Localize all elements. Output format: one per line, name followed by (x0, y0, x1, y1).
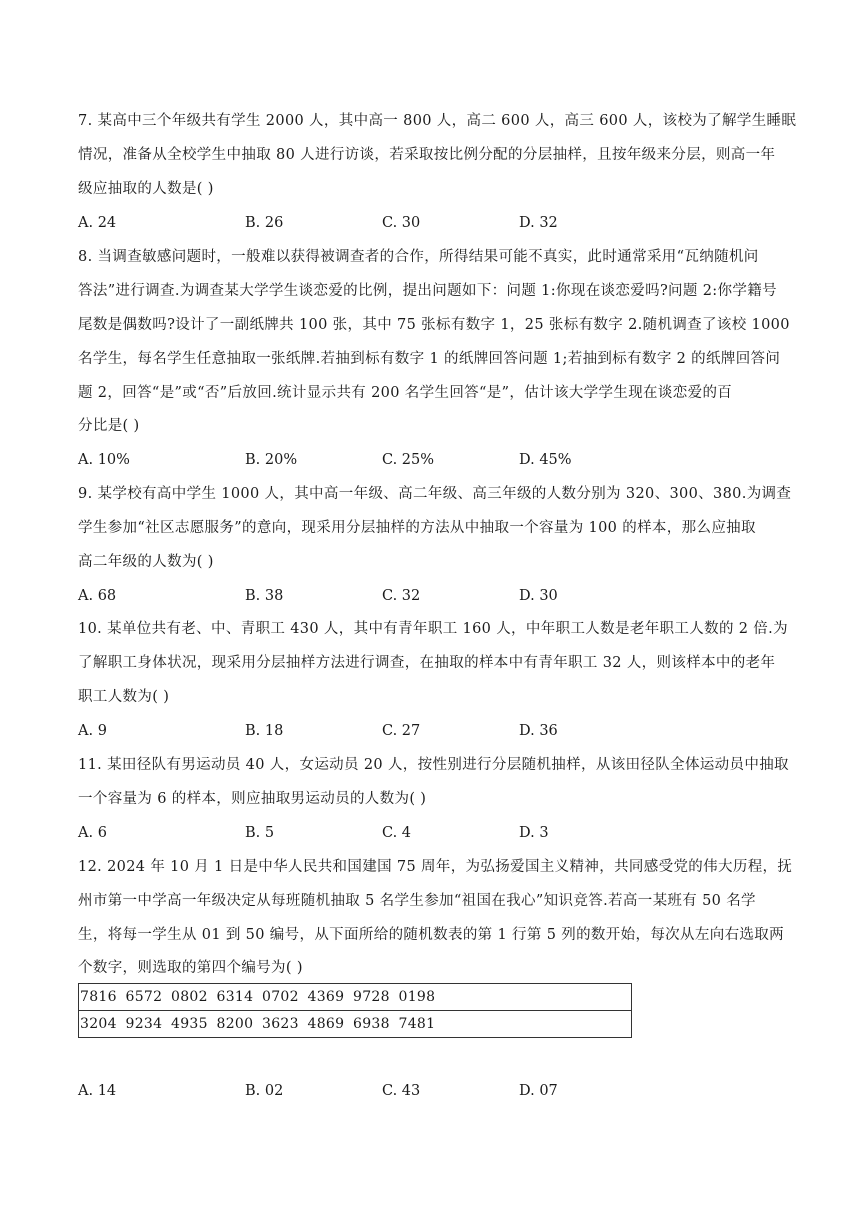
question-text-line: 11. 某田径队有男运动员 40 人，女运动员 20 人，按性别进行分层随机抽样，从该田径队全体运动员中抽取 (78, 757, 789, 773)
option-a: A. 14 (78, 1083, 117, 1099)
random-number: 4369 (307, 989, 345, 1005)
question-text-line: 学生参加“社区志愿服务”的意向，现采用分层抽样的方法从中抽取一个容量为 100 的样本，那么应抽取 (78, 520, 756, 536)
question-text-line: 10. 某单位共有老、中、青职工 430 人，其中有青年职工 160 人，中年职工人数是老年职工人数的 2 倍.为 (78, 621, 788, 637)
option-a: A. 10% (78, 452, 130, 468)
question-text-line: 9. 某学校有高中学生 1000 人，其中高一年级、高二年级、高三年级的人数分别为 320、300、380.为调查 (78, 486, 792, 502)
option-c: C. 27 (382, 723, 421, 739)
option-d: D. 30 (519, 588, 558, 604)
question-text-line: 级应抽取的人数是( ) (78, 181, 214, 197)
question-text-line: 名学生，每名学生任意抽取一张纸牌.若抽到标有数字 1 的纸牌回答问题 1;若抽到标有数字 2 的纸牌回答问 (78, 351, 781, 367)
option-d: D. 07 (519, 1083, 558, 1099)
random-number: 4935 (171, 1016, 208, 1032)
random-table-row (79, 1011, 632, 1038)
random-number: 9728 (353, 989, 390, 1005)
random-number: 3623 (262, 1016, 299, 1032)
option-c: C. 25% (382, 452, 435, 468)
option-c: C. 30 (382, 215, 421, 231)
option-a: A. 24 (78, 215, 117, 231)
question-text-line: 了解职工身体状况，现采用分层抽样方法进行调查，在抽取的样本中有青年职工 32 人，则该样本中的老年 (78, 655, 776, 671)
question-text-line: 情况，准备从全校学生中抽取 80 人进行访谈，若采取按比例分配的分层抽样，且按年级来分层，则高一年 (78, 147, 776, 163)
question-text-line: 尾数是偶数吗?设计了一副纸牌共 100 张，其中 75 张标有数字 1，25 张标有数字 2.随机调查了该校 1000 (78, 317, 790, 333)
option-a: A. 68 (78, 588, 117, 604)
random-number: 6314 (216, 989, 254, 1005)
option-c: C. 32 (382, 588, 421, 604)
question-text-line: 州市第一中学高一年级决定从每班随机抽取 5 名学生参加“祖国在我心”知识竞答.若高一某班有 50 名学 (78, 893, 756, 909)
question-text-line: 分比是( ) (78, 418, 140, 434)
random-number: 8200 (216, 1016, 254, 1032)
question-text-line: 8. 当调查敏感问题时，一般难以获得被调查者的合作，所得结果可能不真实，此时通常采用“瓦纳随机问 (78, 249, 759, 265)
option-d: D. 3 (519, 825, 549, 841)
option-d: D. 45% (519, 452, 572, 468)
question-text-line: 题 2，回答“是”或“否”后放回.统计显示共有 200 名学生回答“是”，估计该大学学生现在谈恋爱的百 (78, 385, 733, 401)
random-number: 6938 (353, 1016, 390, 1032)
option-b: B. 18 (245, 723, 284, 739)
question-text-line: 答法”进行调查.为调查某大学学生谈恋爱的比例，提出问题如下：问题 1:你现在谈恋爱吗?问题 2:你学籍号 (78, 283, 777, 299)
option-a: A. 9 (78, 723, 107, 739)
option-b: B. 02 (245, 1083, 284, 1099)
question-text-line: 7. 某高中三个年级共有学生 2000 人，其中高一 800 人，高二 600 人，高三 600 人，该校为了解学生睡眠 (78, 113, 797, 129)
option-b: B. 5 (245, 825, 275, 841)
random-number: 0702 (262, 989, 299, 1005)
question-text-line: 职工人数为( ) (78, 689, 170, 705)
option-c: C. 43 (382, 1083, 421, 1099)
random-table-cell (79, 984, 632, 1011)
question-text-line: 一个容量为 6 的样本，则应抽取男运动员的人数为( ) (78, 791, 427, 807)
random-table-row (79, 984, 632, 1011)
random-number: 7481 (398, 1016, 436, 1032)
question-text-line: 生，将每一学生从 01 到 50 编号，从下面所给的随机数表的第 1 行第 5 列的数开始，每次从左向右选取两 (78, 927, 784, 943)
option-d: D. 32 (519, 215, 558, 231)
random-table-cell (79, 1011, 632, 1038)
random-number: 0198 (398, 989, 436, 1005)
random-number: 7816 (80, 989, 117, 1005)
option-b: B. 38 (245, 588, 284, 604)
random-number: 0802 (171, 989, 208, 1005)
option-c: C. 4 (382, 825, 412, 841)
option-b: B. 20% (245, 452, 298, 468)
option-a: A. 6 (78, 825, 107, 841)
option-b: B. 26 (245, 215, 284, 231)
random-number: 4869 (307, 1016, 345, 1032)
random-number: 9234 (125, 1016, 163, 1032)
option-d: D. 36 (519, 723, 558, 739)
question-text-line: 高二年级的人数为( ) (78, 554, 214, 570)
random-number: 6572 (125, 989, 163, 1005)
question-text-line: 个数字，则选取的第四个编号为( ) (78, 960, 303, 976)
random-number: 3204 (80, 1016, 117, 1032)
question-text-line: 12. 2024 年 10 月 1 日是中华人民共和国建国 75 周年，为弘扬爱国主义精神，共同感受党的伟大历程，抚 (78, 859, 793, 875)
random-number-table (78, 983, 632, 1038)
